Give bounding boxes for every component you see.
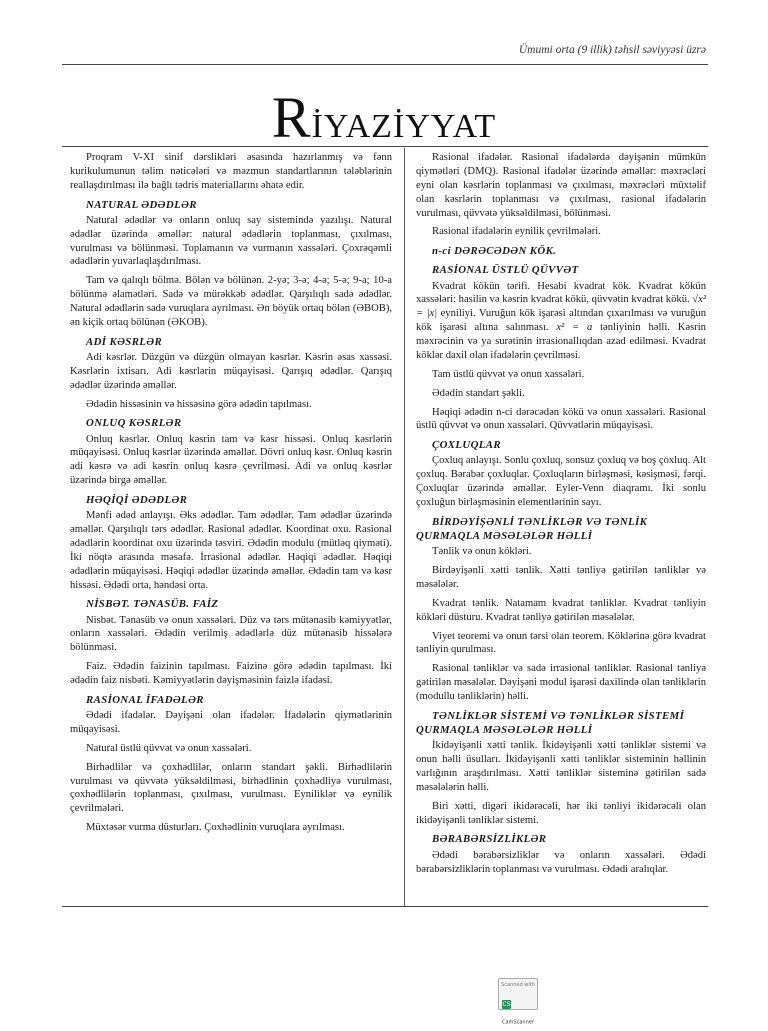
paragraph: Natural üstlü qüvvət və onun xassələri.: [86, 742, 252, 754]
camscanner-icon: CS: [502, 1000, 511, 1008]
section-heading: ADİ KƏSRLƏR: [86, 335, 163, 348]
section-heading: NİSBƏT. TƏNASÜB. FAİZ: [86, 598, 219, 611]
intro-paragraph: Proqram V-XI sinif dərslikləri əsasında hazırlanmış və fənn kurikulumunun təlim nəticələri və məzmun standartlarının tələblərinin reallaşdırılması ilə bağlı tədris materiallarını əhatə edir.: [70, 152, 392, 191]
paragraph: Ədədin hissəsinin və hissəsinə görə ədədin tapılması.: [86, 398, 312, 410]
paragraph: Birdəyişənli xətti tənlik. Xətti tənliyə gətirilən tənliklər və məsələlər.: [416, 565, 706, 590]
paragraph: Onluq kəsrlər. Onluq kəsrin tam və kəsr hissəsi. Onluq kəsrlərin müqayisəsi. Onluq kəsrlər üzərində əməllər. Dövri onluq kəsr. Onluq kəsrin adi kəsrə və adi kəsrin onluq kəsrə çevrilməsi. Adi və onluq kəsrlər üzərində birgə əməllər.: [70, 433, 392, 487]
paragraph: Tənlik və onun kökləri.: [432, 546, 532, 558]
page-title: [0, 84, 768, 151]
left-column: [70, 151, 392, 840]
paragraph: Nisbət. Tənasüb və onun xassələri. Düz və tərs mütənasib kəmiyyətlər, onların xassələri. Ədədin verilmiş ədədlərlə düz mütənasib hissələrə bölünməsi.: [70, 614, 392, 654]
paragraph: Ədədin standart şəkli.: [432, 387, 525, 399]
paragraph: Kvadrat tənlik. Natamam kvadrat tənliklər. Kvadrat tənliyin kökləri düsturu. Kvadrat tənliyə gətirilən məsələlər.: [416, 597, 706, 623]
section-heading: RASİONAL İFADƏLƏR: [86, 693, 204, 706]
section-heading: BİRDƏYİŞƏNLİ TƏNLİKLƏR VƏ TƏNLİK QURMAQLA MƏSƏLƏLƏR HƏLLİ: [416, 515, 648, 543]
text-fragment: tənliyinin həlli. Kəsrin məxrəcinin və ya surətinin irrasionallıqdan azad edilməsi. Kvadrat köklər daxil olan ifadələrin çevrilməsi.: [416, 322, 706, 361]
formula-sqrt-identity: √x² = |x|: [416, 294, 706, 320]
title-initial: R: [271, 85, 312, 150]
paragraph: Tam və qalıqlı bölmə. Bölən və bölünən. 2-yə; 3-ə; 4-ə; 5-ə; 9-a; 10-a bölünmə əlamətləri. Sadə və mürəkkəb ədədlər. Qarşılıqlı sadə ədədlər. Natural ədədlərin sadə vuruqlara ayrılması. Ən böyük ortaq bölən (ƏBOB), ən kiçik ortaq bölünən (ƏKOB).: [70, 275, 392, 328]
camscanner-name: CamScanner: [502, 1019, 534, 1026]
watermark-caption: Scanned with: [501, 982, 535, 988]
header-note: Ümumi orta (9 illik) təhsil səviyyəsi üzrə: [518, 44, 706, 56]
paragraph: Viyet teoremi və onun tərsi olan teorem. Köklərinə görə kvadrat tənliyin qurulması.: [416, 630, 706, 656]
column-divider: [404, 148, 405, 906]
section-heading: TƏNLİKLƏR SİSTEMİ VƏ TƏNLİKLƏR SİSTEMİ QURMAQLA MƏSƏLƏLƏR HƏLLİ: [416, 709, 685, 737]
text-fragment: Kvadrat kökün tərifi. Hesabi kvadrat kök. Kvadrat kökün xassələri: hasilin və kəsrin kvadrat kökü, qüvvətin kvadrat kökü.: [416, 280, 706, 306]
paragraph: Natural ədədlər və onların onluq say sistemində yazılışı. Natural ədədlər üzərində əməllər: natural ədədlərin toplanması, çıxılması, vurulması və bölünməsi. Toplamanın və vurmanın xassələri. Çoxrəqəmli ədədlərin yuvarlaqlaşdırılması.: [70, 214, 392, 268]
scanner-watermark: [498, 978, 538, 1026]
paragraph: İkidəyişənli xətti tənlik. İkidəyişənli xətti tənliklər sistemi və onun həlli üsulları. İkidəyişənli xətti tənliklər sisteminin həllinin varlığının araşdırılması. Xətti tənliklər sisteminə gətirilən sadə məsələlərin həlli.: [416, 740, 706, 793]
title-rule: [62, 146, 708, 147]
paragraph: Ədədi ifadələr. Dəyişəni olan ifadələr. İfadələrin qiymətlərinin müqayisəsi.: [70, 710, 392, 735]
paragraph: Birhədlilər və çoxhədlilər, onların standart şəkli. Birhədlilərin vurulması və qüvvətə yüksəldilməsi, birhədlinin çoxhədliyə vurulması, çoxhədlilərin toplanması, çıxılması, vurulması. Eyniliklər və eynilik çevrilmələri.: [70, 761, 392, 815]
header-rule: [62, 64, 708, 65]
paragraph: Mənfi ədəd anlayışı. Əks ədədlər. Tam ədədlər. Tam ədədlər üzərində əməllər. Qarşılıqlı tərs ədədlər. Rasional ədədlər. Koordinat oxu. Rasional ədədlərin koordinat oxu üzərində təsviri. Ədədin modulu (mütləq qiyməti). İki nöqtə arasında məsafə. İrrasional ədədlər. Həqiqi ədədlər. Həqiqi ədədlərin müqayisəsi. Həqiqi ədədlər üzərində əməllər. Ədədin tam və kəsr hissəsi. Ədədi orta, həndəsi orta.: [70, 510, 392, 591]
paragraph: Həqiqi ədədin n-ci dərəcədən kökü və onun xassələri. Rasional üstlü qüvvət və onun xassələri. Qüvvətlərin müqayisəsi.: [416, 406, 706, 432]
paragraph: Müxtəsər vurma düsturları. Çoxhədlinin vuruqlara ayrılması.: [86, 822, 345, 834]
paragraph: Tam üstlü qüvvət və onun xassələri.: [432, 368, 585, 380]
paragraph-with-formulas: [416, 280, 706, 363]
section-heading: HƏQİQİ ƏDƏDLƏR: [86, 494, 188, 507]
paragraph: Biri xətti, digəri ikidərəcəli, hər iki tənliyi ikidərəcəli olan ikidəyişənli tənliklər sistemi.: [416, 800, 706, 826]
section-heading: ÇOXLUQLAR: [432, 439, 501, 452]
section-heading: n-ci DƏRƏCƏDƏN KÖK.: [432, 245, 557, 258]
section-heading: ONLUQ KƏSRLƏR: [86, 417, 182, 430]
paragraph: Adi kəsrlər. Düzgün və düzgün olmayan kəsrlər. Kəsrin əsas xassəsi. Kəsrlərin ixtisarı. Adi kəsrlərin müqayisəsi. Qarışıq ədədlər. Qarışıq ədədlər üzərində əməllər.: [70, 351, 392, 391]
paragraph: Ədədi bərabərsizliklər və onların xassələri. Ədədi bərabərsizliklərin toplanması və vurulması. Ədədi aralıqlar.: [416, 849, 706, 875]
paragraph: Rasional ifadələr. Rasional ifadələrdə dəyişənin mümkün qiymətləri (DMQ). Rasional ifadələr üzərində əməllər: məxrəcləri eyni olan kəsrlərin toplanması və çıxılması, məxrəcləri müxtəlif olan kəsrlərin toplanması və çıxılması, rasional ifadələrin vurulması, qüvvətə yüksəldilməsi, bölünməsi.: [416, 152, 706, 219]
section-heading: RASİONAL ÜSTLÜ QÜVVƏT: [432, 264, 579, 277]
paragraph: Çoxluq anlayışı. Sonlu çoxluq, sonsuz çoxluq və boş çoxluq. Alt çoxluq. Bərabər çoxluqlar. Çoxluqların birləşməsi, kəsişməsi, fərqi. Çoxluqlar üzərində əməllər. Eyler-Venn diaqramı. İki sonlu çoxluğun birləşməsinin elementlərinin sayı.: [416, 455, 706, 509]
section-heading: BƏRABƏRSİZLİKLƏR: [432, 833, 547, 846]
paragraph: Faiz. Ədədin faizinin tapılması. Faizinə görə ədədin tapılması. İki ədədin faiz nisbəti. Kəmiyyətlərin dəyişməsinin faizlə ifadəsi.: [70, 661, 392, 687]
section-heading: NATURAL ƏDƏDLƏR: [86, 198, 197, 211]
bottom-rule: [62, 906, 708, 907]
paragraph: Rasional tənliklər və sadə irrasional tənliklər. Rasional tənliyə gətirilən məsələlər. Dəyişəni modul işarəsi daxilində olan tənliklərin (modullu tənliklərin) həlli.: [416, 663, 706, 703]
camscanner-logo: [502, 995, 534, 1026]
right-column: [416, 151, 706, 881]
text-fragment: eyniliyi. Vuruğun kök işarəsi altından çıxarılması və vuruğun kök işarəsi altına salınması.: [416, 308, 706, 334]
title-rest: İYAZİYYAT: [311, 108, 497, 145]
formula-equation: x² = a: [556, 322, 593, 334]
paragraph: Rasional ifadələrin eynilik çevrilmələri.: [432, 226, 601, 238]
